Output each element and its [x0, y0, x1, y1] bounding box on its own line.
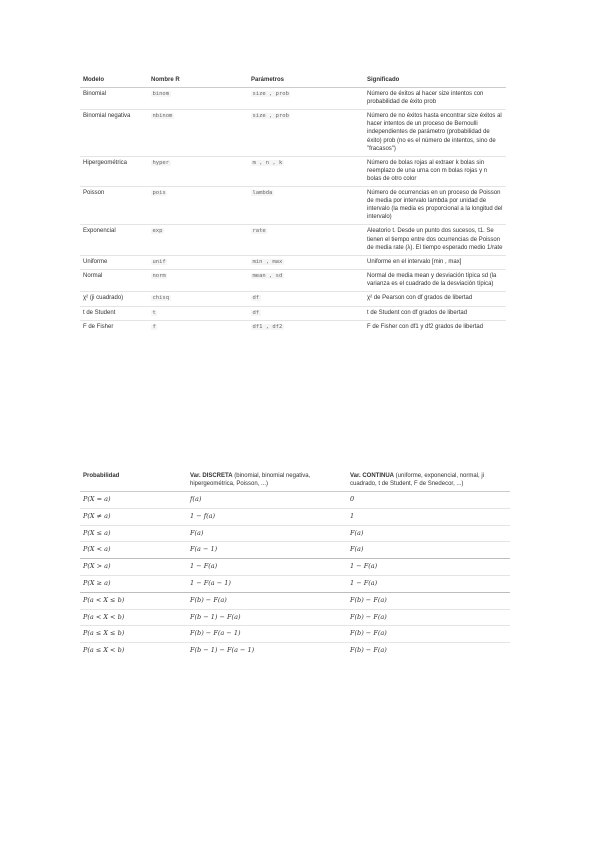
- prob-expression: P(X ≠ a): [80, 508, 187, 525]
- r-params: m , n , k: [252, 159, 283, 166]
- continuous-formula: F(a): [347, 542, 510, 559]
- table-row: [80, 110, 506, 156]
- prob-expression: P(a ≤ X < b): [80, 643, 187, 659]
- r-name: unif: [152, 258, 166, 265]
- table-row: [80, 576, 510, 593]
- header-discreta-lead: Var. DISCRETA: [190, 473, 233, 479]
- table-row: [80, 321, 506, 335]
- r-params: min , max: [252, 258, 283, 265]
- table-row: [80, 187, 506, 225]
- discrete-formula: f(a): [190, 495, 202, 504]
- table-row: [80, 270, 506, 292]
- model-meaning: Normal de media mean y desviación típica sd (la varianza es el cuadrado de la desviación típica): [364, 270, 506, 292]
- model-meaning: Número de bolas rojas al extraer k bolas sin reemplazo de una urna con m bolas rojas y n bolas de otro color: [364, 156, 506, 186]
- probability-table-header: [80, 470, 510, 492]
- r-name: exp: [152, 228, 163, 235]
- discrete-formula: F(a − 1): [187, 542, 347, 559]
- model-meaning: χ² de Pearson con df grados de libertad: [364, 292, 506, 306]
- r-params: df: [252, 295, 260, 302]
- r-params: df1 , df2: [252, 324, 283, 331]
- header-significado: Significado: [364, 74, 506, 88]
- model-name: F de Fisher: [80, 321, 148, 335]
- discrete-formula: F(b) − F(a): [187, 592, 347, 609]
- model-meaning: Número de ocurrencias en un proceso de Poisson de media por intervalo lambda por unidad de intervalo (la media es proporcional a la longitud del intervalo): [364, 187, 506, 225]
- continuous-formula: F(b) − F(a): [347, 626, 510, 643]
- table-row: [80, 643, 510, 659]
- continuous-formula: F(a): [347, 525, 510, 542]
- header-continua: [347, 470, 510, 492]
- r-name: norm: [152, 273, 166, 280]
- model-name: Uniforme: [80, 255, 148, 269]
- table-row: [80, 525, 510, 542]
- r-name: chisq: [152, 295, 170, 302]
- header-continua-rest: (uniforme, exponencial, normal, ji cuadrado, t de Student, F de Snedecor, ...): [350, 473, 485, 488]
- header-probabilidad: Probabilidad: [80, 470, 187, 492]
- table-row: [80, 492, 510, 509]
- prob-expression: P(X ≥ a): [80, 576, 187, 593]
- header-parametros: Parámetros: [248, 74, 364, 88]
- continuous-formula: F(b) − F(a): [347, 592, 510, 609]
- continuous-formula: F(b) − F(a): [347, 609, 510, 626]
- continuous-formula: 1: [347, 508, 510, 525]
- table-row: [80, 559, 510, 576]
- r-name: t: [152, 309, 156, 316]
- table-row: [80, 306, 506, 320]
- r-name: nbinom: [152, 113, 173, 120]
- prob-expression: P(a ≤ X ≤ b): [80, 626, 187, 643]
- model-name: t de Student: [80, 306, 148, 320]
- r-name: f: [152, 324, 156, 331]
- prob-expression: P(a < X < b): [80, 609, 187, 626]
- continuous-formula: 0: [350, 495, 355, 504]
- model-meaning: Aleatorio t. Desde un punto dos sucesos, t1. Se tienen el tiempo entre dos ocurrencias de Poisson de media rate (λ). El tiempo esperado medio 1/rate: [364, 225, 506, 255]
- model-name: Normal: [80, 270, 148, 292]
- model-name: Poisson: [80, 187, 148, 225]
- continuous-formula: F(b) − F(a): [347, 643, 510, 659]
- model-name: Hipergeométrica: [80, 156, 148, 186]
- discrete-formula: 1 − F(a): [187, 559, 347, 576]
- model-name: Binomial: [83, 91, 107, 98]
- model-meaning: Uniforme en el intervalo [min , max]: [364, 255, 506, 269]
- model-name: Binomial negativa: [80, 110, 148, 156]
- prob-expression: P(X ≤ a): [80, 525, 187, 542]
- models-table-header: [80, 74, 506, 88]
- table-row: [80, 508, 510, 525]
- table-row: [80, 626, 510, 643]
- r-name: hyper: [152, 159, 170, 166]
- discrete-formula: 1 − f(a): [187, 508, 347, 525]
- discrete-formula: F(b − 1) − F(a − 1): [187, 643, 347, 659]
- probability-table: [80, 470, 510, 659]
- models-table: [80, 74, 506, 335]
- header-discreta: [187, 470, 347, 492]
- prob-expression: P(X < a): [80, 542, 187, 559]
- model-name: χ² (ji cuadrado): [80, 292, 148, 306]
- discrete-formula: F(a): [187, 525, 347, 542]
- table-row: [80, 88, 506, 110]
- header-modelo: Modelo: [80, 74, 148, 88]
- discrete-formula: F(b) − F(a − 1): [187, 626, 347, 643]
- r-params: size , prob: [252, 113, 289, 120]
- table-row: [80, 542, 510, 559]
- table-row: [80, 156, 506, 186]
- r-params: size , prob: [252, 91, 289, 98]
- r-params: mean , sd: [252, 273, 283, 280]
- model-meaning: F de Fisher con df1 y df2 grados de libertad: [364, 321, 506, 335]
- header-continua-lead: Var. CONTINUA: [350, 473, 395, 479]
- prob-expression: P(X = a): [83, 495, 111, 504]
- r-name: binom: [152, 91, 170, 98]
- table-row: [80, 292, 506, 306]
- header-nombre-r: Nombre R: [148, 74, 248, 88]
- r-params: lambda: [252, 190, 273, 197]
- r-params: rate: [252, 228, 266, 235]
- continuous-formula: 1 − F(a): [347, 576, 510, 593]
- discrete-formula: 1 − F(a − 1): [187, 576, 347, 593]
- header-discreta-rest: (binomial, binomial negativa, hipergeométrica, Poisson, ...): [190, 473, 311, 488]
- r-params: df: [252, 309, 260, 316]
- discrete-formula: F(b − 1) − F(a): [187, 609, 347, 626]
- r-name: pois: [152, 190, 166, 197]
- table-row: [80, 225, 506, 255]
- model-meaning: Número de éxitos al hacer size intentos con probabilidad de éxito prob: [367, 91, 484, 106]
- model-name: Exponencial: [80, 225, 148, 255]
- table-row: [80, 609, 510, 626]
- table-row: [80, 255, 506, 269]
- prob-expression: P(a < X ≤ b): [80, 592, 187, 609]
- prob-expression: P(X > a): [80, 559, 187, 576]
- table-row: [80, 592, 510, 609]
- continuous-formula: 1 − F(a): [347, 559, 510, 576]
- model-meaning: Número de no éxitos hasta encontrar size éxitos al hacer intentos de un proceso de Bernoulli independientes de parámetro (probabilidad de éxito) prob (no es el número de intentos, sino de "fracasos"): [364, 110, 506, 156]
- model-meaning: t de Student con df grados de libertad: [364, 306, 506, 320]
